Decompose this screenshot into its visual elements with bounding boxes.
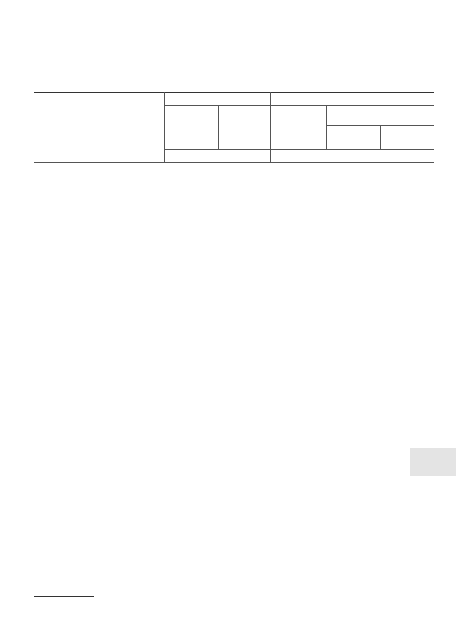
- chapter-tab: [410, 448, 456, 476]
